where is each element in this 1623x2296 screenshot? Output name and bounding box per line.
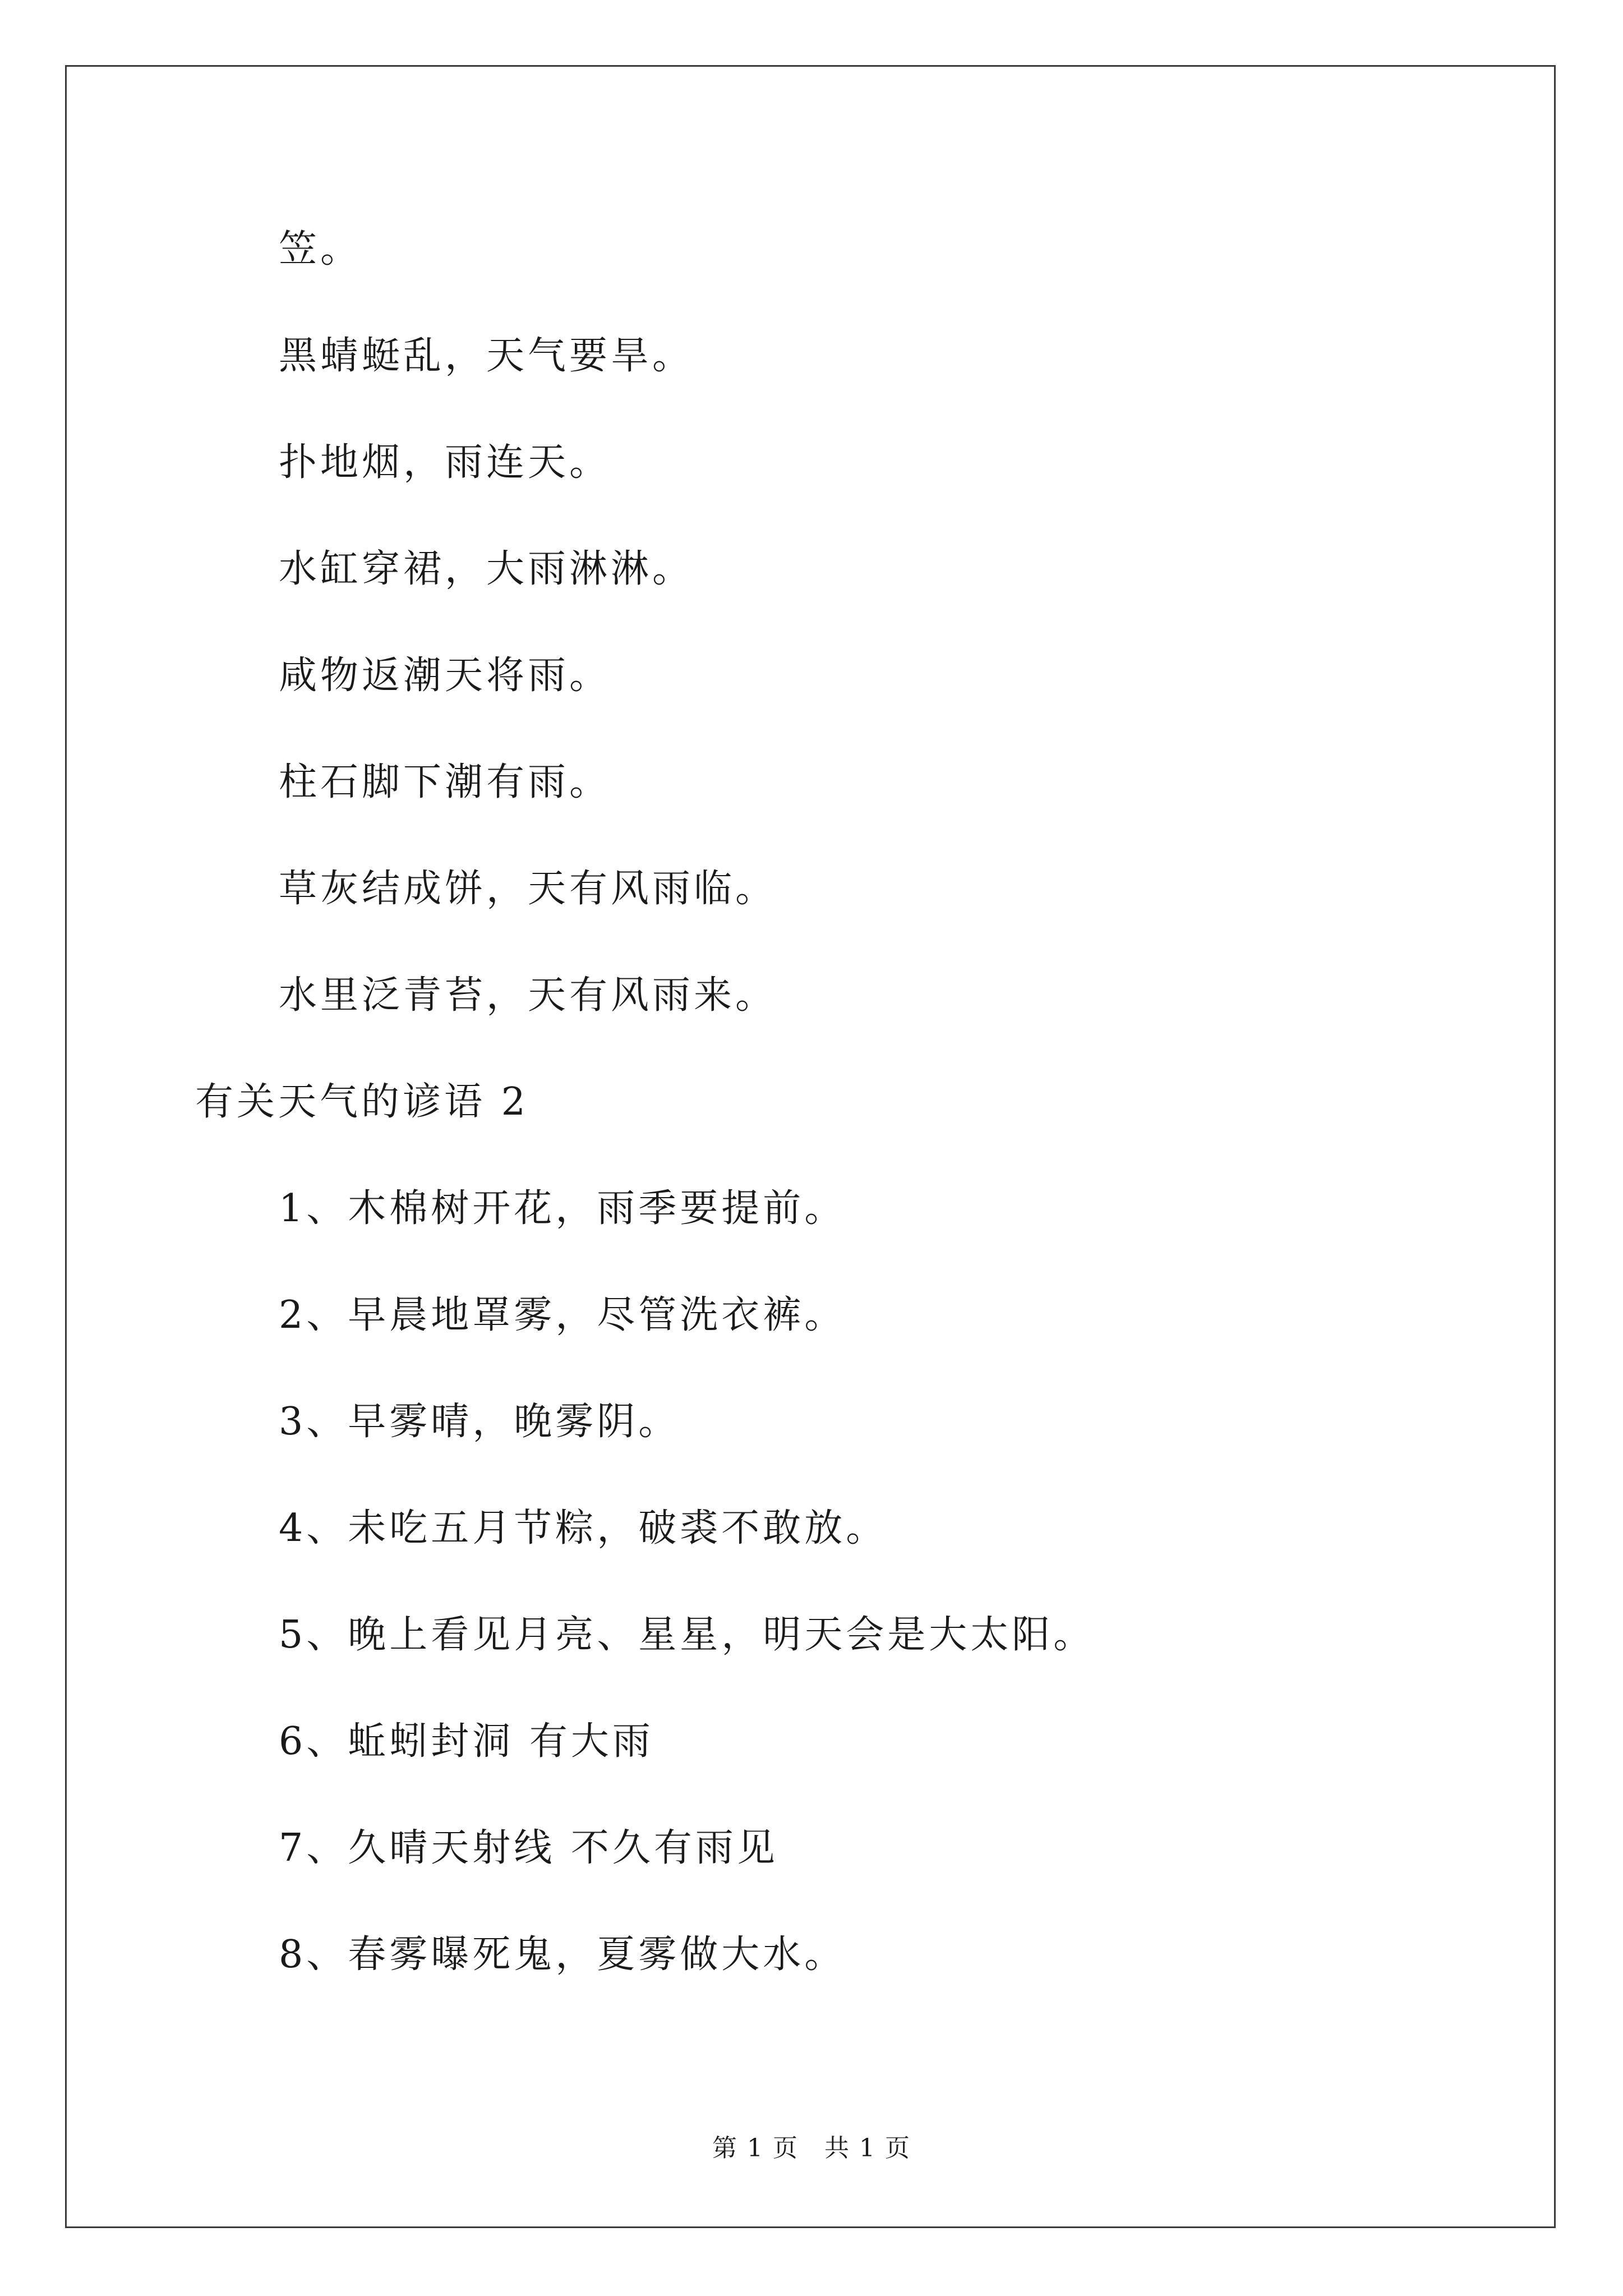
proverb-line: 柱石脚下潮有雨。 (279, 760, 611, 804)
numbered-proverb: 1、木棉树开花，雨季要提前。 (279, 1186, 846, 1231)
page-number: 第 1 页 共 1 页 (712, 2134, 911, 2162)
proverb-line: 扑地烟，雨连天。 (279, 440, 611, 485)
numbered-proverb: 2、早晨地罩雾，尽管洗衣裤。 (279, 1293, 846, 1337)
numbered-proverb: 3、早雾晴，晚雾阴。 (279, 1400, 680, 1444)
numbered-proverb: 4、未吃五月节粽，破裘不敢放。 (279, 1506, 888, 1550)
numbered-proverb: 5、晚上看见月亮、星星，明天会是大太阳。 (279, 1613, 1095, 1657)
proverb-line: 水缸穿裙，大雨淋淋。 (279, 547, 694, 591)
numbered-proverb: 8、春雾曝死鬼，夏雾做大水。 (279, 1932, 846, 1977)
page-border (65, 65, 1556, 2228)
proverb-line: 草灰结成饼，天有风雨临。 (279, 867, 777, 911)
proverb-line: 笠。 (279, 227, 362, 272)
section-heading: 有关天气的谚语 2 (195, 1080, 529, 1124)
proverb-line: 黑蜻蜓乱，天气要旱。 (279, 334, 694, 378)
numbered-proverb: 7、久晴天射线 不久有雨见 (279, 1826, 778, 1870)
proverb-line: 水里泛青苔，天有风雨来。 (279, 973, 777, 1018)
proverb-line: 咸物返潮天将雨。 (279, 654, 611, 698)
numbered-proverb: 6、蚯蚓封洞 有大雨 (279, 1719, 654, 1764)
